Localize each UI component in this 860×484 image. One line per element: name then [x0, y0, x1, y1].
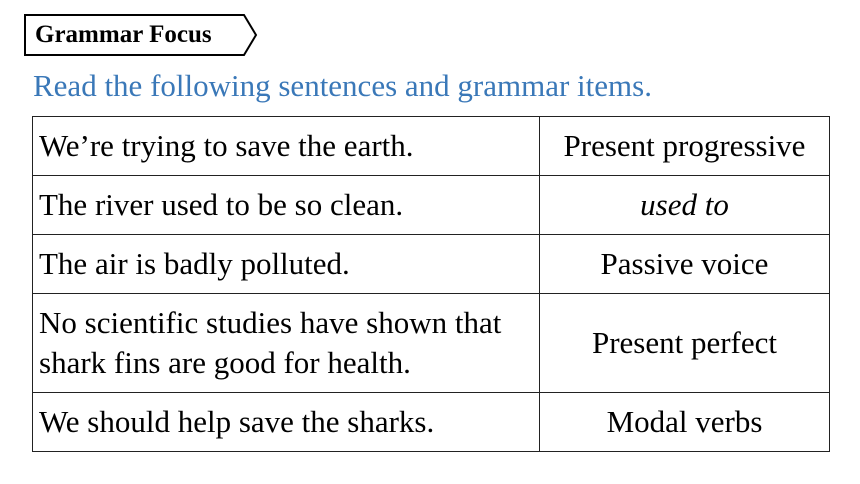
grammar-item-cell: Modal verbs: [540, 393, 830, 452]
grammar-item-cell: used to: [540, 176, 830, 235]
grammar-table: [32, 116, 830, 452]
table-row: [33, 117, 830, 176]
grammar-item-cell: Present perfect: [540, 294, 830, 393]
grammar-item-cell: Passive voice: [540, 235, 830, 294]
grammar-focus-tag: [24, 14, 258, 56]
table-row: [33, 176, 830, 235]
sentence-cell: The river used to be so clean.: [33, 176, 540, 235]
instruction-text: Read the following sentences and grammar items.: [33, 68, 652, 103]
table-row: [33, 235, 830, 294]
table-row: [33, 294, 830, 393]
sentence-cell: We’re trying to save the earth.: [33, 117, 540, 176]
tag-label: Grammar Focus: [35, 21, 212, 48]
table-row: [33, 393, 830, 452]
sentence-cell: No scientific studies have shown that shark fins are good for health.: [33, 294, 540, 393]
grammar-item-cell: Present progressive: [540, 117, 830, 176]
sentence-cell: The air is badly polluted.: [33, 235, 540, 294]
sentence-cell: We should help save the sharks.: [33, 393, 540, 452]
